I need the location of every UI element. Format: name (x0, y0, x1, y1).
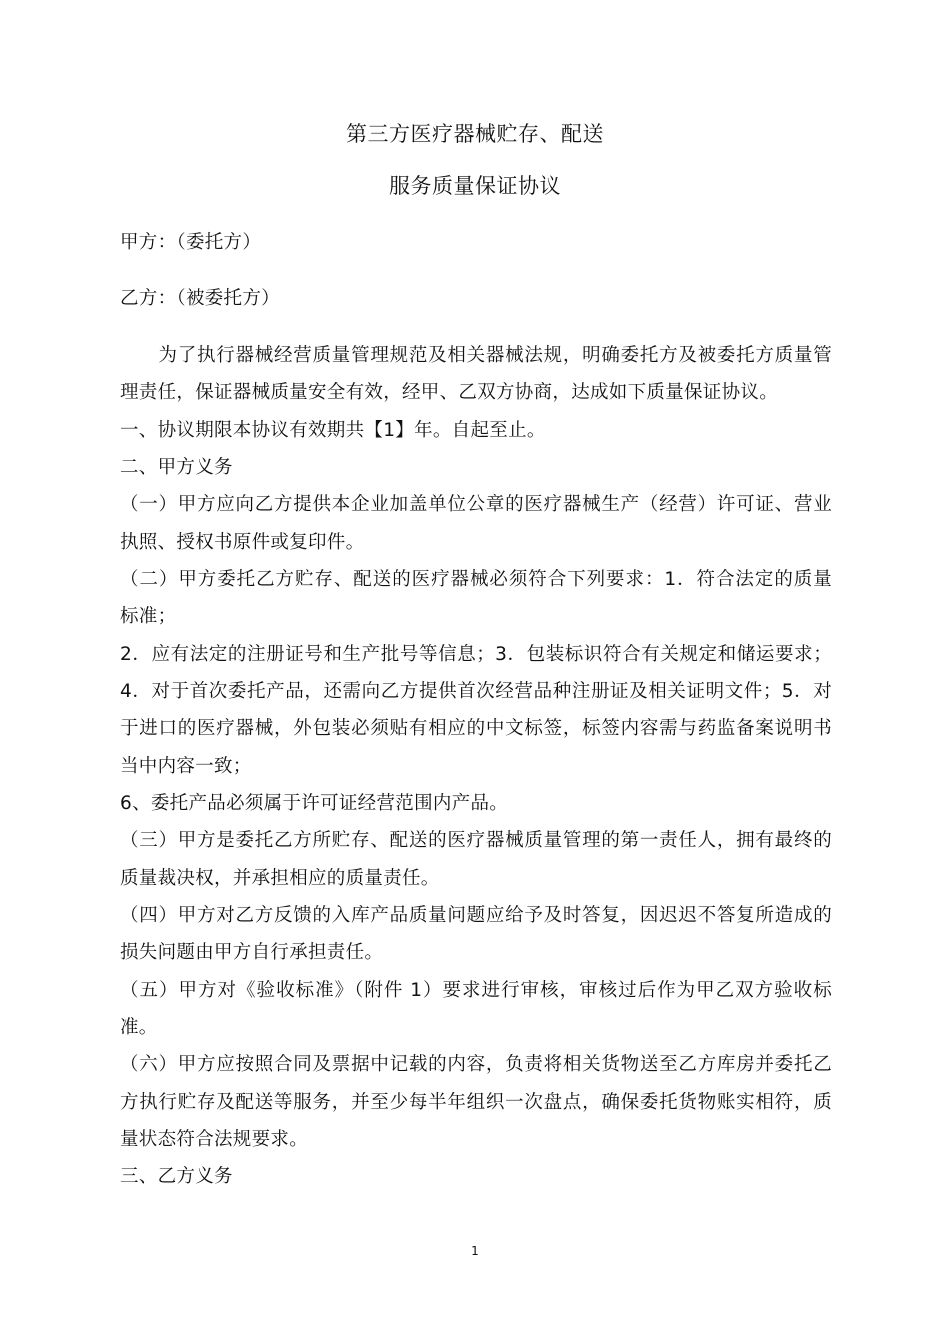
page-number: 1 (471, 1244, 479, 1258)
body-line: （三）甲方是委托乙方所贮存、配送的医疗器械质量管理的第一责任人，拥有最终的 (120, 830, 832, 851)
body-line: （五）甲方对《验收标准》（附件 1）要求进行审核，审核过后作为甲乙双方验收标 (120, 980, 832, 1001)
body-line: （二）甲方委托乙方贮存、配送的医疗器械必须符合下列要求：1．符合法定的质量 (120, 569, 832, 590)
party-a-line: 甲方：（委托方） (120, 232, 262, 253)
body-line: 于进口的医疗器械，外包装必须贴有相应的中文标签，标签内容需与药监备案说明书 (120, 718, 832, 739)
section-heading: 三、乙方义务 (120, 1166, 233, 1187)
body-line: 2．应有法定的注册证号和生产批号等信息；3．包装标识符合有关规定和储运要求； (120, 644, 832, 665)
body-line: 4．对于首次委托产品，还需向乙方提供首次经营品种注册证及相关证明文件；5．对 (120, 681, 832, 702)
body-line: 为了执行器械经营质量管理规范及相关器械法规，明确委托方及被委托方质量管 (120, 345, 832, 366)
party-b-line: 乙方：（被委托方） (120, 288, 280, 309)
body-line: 执照、授权书原件或复印件。 (120, 532, 365, 553)
body-line: 方执行贮存及配送等服务，并至少每半年组织一次盘点，确保委托货物账实相符，质 (120, 1092, 832, 1113)
body-line: 理责任，保证器械质量安全有效，经甲、乙双方协商，达成如下质量保证协议。 (120, 382, 779, 403)
body-line: 量状态符合法规要求。 (120, 1129, 309, 1150)
body-line: 质量裁决权，并承担相应的质量责任。 (120, 868, 440, 889)
document-title-line-1: 第三方医疗器械贮存、配送 (346, 122, 604, 146)
body-line: 准。 (120, 1017, 158, 1038)
body-line: 6、委托产品必须属于许可证经营范围内产品。 (120, 793, 509, 814)
section-heading: 一、协议期限本协议有效期共【1】年。自起至止。 (120, 420, 546, 441)
document-title-line-2: 服务质量保证协议 (389, 174, 561, 198)
section-heading: 二、甲方义务 (120, 457, 233, 478)
body-line: （四）甲方对乙方反馈的入库产品质量问题应给予及时答复，因迟迟不答复所造成的 (120, 905, 832, 926)
body-line: （六）甲方应按照合同及票据中记载的内容，负责将相关货物送至乙方库房并委托乙 (120, 1054, 832, 1075)
body-line: 当中内容一致； (120, 756, 252, 777)
body-line: 损失问题由甲方自行承担责任。 (120, 942, 384, 963)
body-line: 标准； (120, 606, 177, 627)
body-line: （一）甲方应向乙方提供本企业加盖单位公章的医疗器械生产（经营）许可证、营业 (120, 494, 832, 515)
